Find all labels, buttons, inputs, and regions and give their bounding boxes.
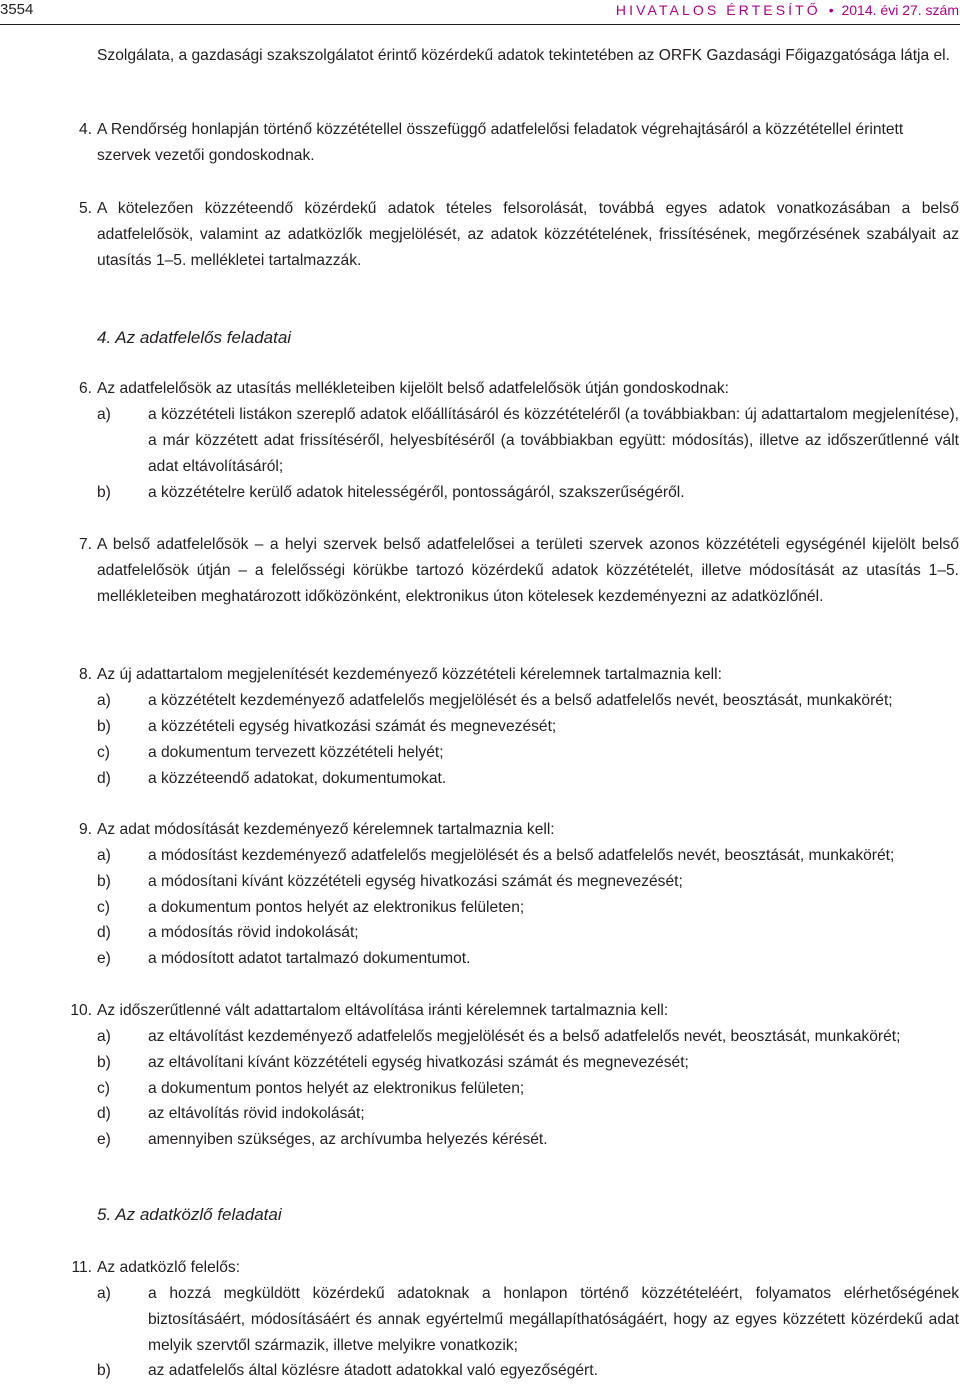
list-item (97, 1127, 959, 1153)
journal-title: HIVATALOS ÉRTESÍTŐ (615, 2, 821, 18)
list-item-label: c) (97, 744, 110, 761)
paragraph-number: 5. (78, 200, 92, 217)
paragraph-number: 4. (78, 121, 92, 138)
list-item-label: c) (97, 1080, 110, 1097)
list-item-label: d) (97, 770, 111, 787)
paragraph-9: Az adat módosítását kezdeményező kérelemnek tartalmaznia kell: (97, 821, 555, 838)
list-item-text: a dokumentum tervezett közzétételi helyét; (148, 744, 444, 761)
list-item-text: a közzétételi listákon szereplő adatok előállításáról és közzétételéről (a továbbiakban: új adattartalom megjelenítése), a már közzétett adat frissítéséről, helyesbítéséről (a továbbiakban együtt: módosítás), illetve az időszerűtlenné vált adat eltávolításáról; (148, 406, 959, 475)
section-heading-5: 5. Az adatközlő feladatai (97, 1205, 282, 1224)
list-item-text: az eltávolítás rövid indokolását; (148, 1105, 365, 1122)
list-item (97, 480, 959, 506)
paragraph-5: A kötelezően közzéteendő közérdekű adatok tételes felsorolását, továbbá egyes adatok vonatkozásában a belső adatfelelősök, valamint az adatközlők megjelölését, az adatok közzétételének, frissítésének, megőrzésének szabályait az utasítás 1–5. mellékletei tartalmazzák. (97, 200, 959, 269)
header-separator: • (828, 2, 834, 18)
list-item (97, 1050, 959, 1076)
paragraph-number: 9. (78, 821, 92, 838)
list-item-label: c) (97, 899, 110, 916)
list-item-text: a dokumentum pontos helyét az elektronikus felületen; (148, 1080, 525, 1097)
list-item (97, 843, 959, 869)
list-item (97, 946, 959, 972)
paragraph-number: 10. (70, 1002, 92, 1019)
list-item-text: a közzétételre kerülő adatok hitelességéről, pontosságáról, szakszerűségéről. (148, 484, 685, 501)
list-item-text: a módosított adatot tartalmazó dokumentumot. (148, 950, 471, 967)
list-item-label: b) (97, 1362, 111, 1379)
section-heading-4: 4. Az adatfelelős feladatai (97, 328, 292, 347)
page-header (0, 0, 960, 25)
paragraph-8: Az új adattartalom megjelenítését kezdeményező közzétételi kérelemnek tartalmaznia kell: (97, 666, 722, 683)
list-item-text: amennyiben szükséges, az archívumba helyezés kérését. (148, 1131, 548, 1148)
paragraph-number: 8. (78, 666, 92, 683)
list-item-label: e) (97, 1131, 111, 1148)
list-item (97, 1101, 959, 1127)
list-item (97, 740, 959, 766)
list-item-label: d) (97, 1105, 111, 1122)
intro-paragraph: Szolgálata, a gazdasági szakszolgálatot érintő közérdekű adatok tekintetében az ORFK Gazdasági Főigazgatósága látja el. (97, 47, 950, 64)
list-item-label: b) (97, 1054, 111, 1071)
list-item-text: a közzétételt kezdeményező adatfelelős megjelölését és a belső adatfelelős nevét, beosztását, munkakörét; (148, 692, 893, 709)
paragraph-4: A Rendőrség honlapján történő közzététellel összefüggő adatfelelősi feladatok végrehajtásáról a közzététellel érintett szervek vezetői gondoskodnak. (97, 121, 904, 164)
list-item-label: a) (97, 692, 111, 709)
list-item (97, 920, 959, 946)
list-item-text: az adatfelelős által közlésre átadott adatokkal való egyezőségért. (148, 1362, 598, 1379)
list-item-text: a hozzá megküldött közérdekű adatoknak a honlapon történő közzétételéért, folyamatos elérhetőségének biztosításáért, módosításáért és annak egyértelmű megállapíthatóságáért, hogy az egyes közzétett közérdekű adat melyik szervtől származik, illetve melyikre vonatkozik; (148, 1285, 959, 1354)
list-item-label: b) (97, 873, 111, 890)
page-number: 3554 (0, 1, 34, 18)
paragraph-number: 6. (78, 380, 92, 397)
list-item (97, 1281, 959, 1358)
list-item-label: a) (97, 406, 111, 423)
list-item-text: a módosítani kívánt közzétételi egység hivatkozási számát és megnevezését; (148, 873, 683, 890)
list-item-text: a közzétételi egység hivatkozási számát és megnevezését; (148, 718, 557, 735)
paragraph-number: 7. (78, 536, 92, 553)
list-item-label: a) (97, 1028, 111, 1045)
paragraph-7: A belső adatfelelősök – a helyi szervek belső adatfelelősei a területi szervek azonos közzétételi egységénél kijelölt belső adatfelelősök útján – a felelősségi körükbe tartozó közérdekű adatok közzétételét, illetve módosítását az utasítás 1–5. mellékleteiben meghatározott időközönként, elektronikus úton kötelesek kezdeményezni az adatközlőnél. (97, 536, 959, 605)
paragraph-11: Az adatközlő felelős: (97, 1259, 241, 1276)
list-item (97, 1358, 959, 1384)
list-item-text: a dokumentum pontos helyét az elektronikus felületen; (148, 899, 525, 916)
list-item-label: b) (97, 484, 111, 501)
list-item-text: a közzéteendő adatokat, dokumentumokat. (148, 770, 447, 787)
paragraph-10: Az időszerűtlenné vált adattartalom eltávolítása iránti kérelemnek tartalmaznia kell: (97, 1002, 669, 1019)
list-item-label: b) (97, 718, 111, 735)
list-item (97, 1024, 959, 1050)
list-item-label: d) (97, 924, 111, 941)
list-item-label: e) (97, 950, 111, 967)
running-head (616, 1, 959, 19)
list-item (97, 895, 959, 921)
list-item (97, 688, 959, 714)
list-item-label: a) (97, 1285, 111, 1302)
paragraph-number: 11. (71, 1259, 92, 1276)
list-item-text: az eltávolítást kezdeményező adatfelelős megjelölését és a belső adatfelelős nevét, beosztását, munkakörét; (148, 1028, 901, 1045)
list-item-text: a módosítást kezdeményező adatfelelős megjelölését és a belső adatfelelős nevét, beosztását, munkakörét; (148, 847, 895, 864)
list-item-text: az eltávolítani kívánt közzétételi egység hivatkozási számát és megnevezését; (148, 1054, 689, 1071)
list-item-label: a) (97, 847, 111, 864)
paragraph-6: Az adatfelelősök az utasítás mellékleteiben kijelölt belső adatfelelősök útján gondoskodnak: (97, 380, 729, 397)
list-item (97, 402, 959, 479)
list-item (97, 714, 959, 740)
list-item (97, 1076, 959, 1102)
list-item-text: a módosítás rövid indokolását; (148, 924, 359, 941)
issue-number: 2014. évi 27. szám (841, 2, 959, 18)
list-item (97, 766, 959, 792)
list-item (97, 869, 959, 895)
